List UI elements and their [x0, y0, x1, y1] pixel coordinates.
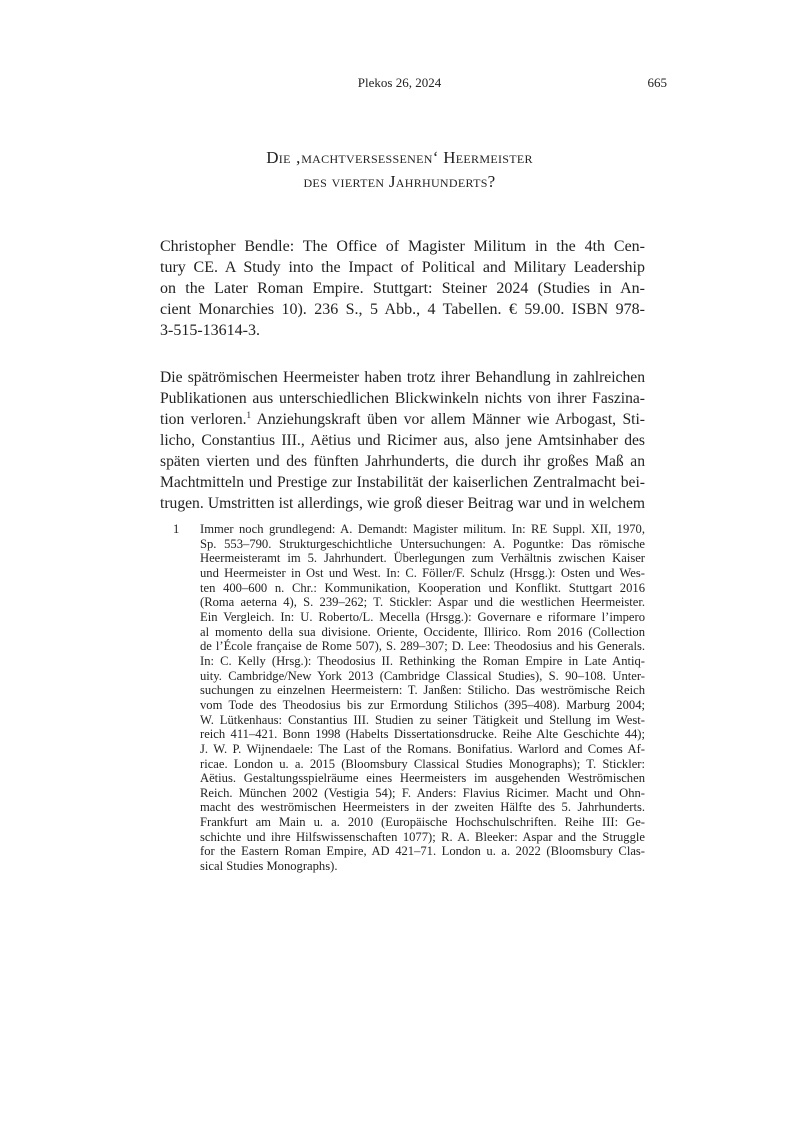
- reference-line: Christopher Bendle: The Office of Magister Militum in the 4th Cen-: [160, 238, 645, 255]
- footnote-line: sical Studies Monographs).: [200, 859, 338, 874]
- footnote-line: J. W. P. Wijnendaele: The Last of the Romans. Bonifatius. Warlord and Comes Af-: [200, 741, 645, 756]
- body-line: [160, 409, 645, 430]
- footnote-line: uity. Cambridge/New York 2013 (Cambridge Classical Studies), S. 90–108. Unter-: [200, 668, 645, 683]
- body-paragraph: [160, 367, 645, 514]
- footnote-line: Ein Vergleich. In: U. Roberto/L. Mecella (Hrsgg.): Governare e riformare l’impero: [200, 609, 645, 624]
- footnote-line: W. Lütkenhaus: Constantius III. Studien zu seiner Tätigkeit und Stellung im West-: [200, 712, 645, 727]
- title-line: des vierten Jahrhunderts?: [303, 172, 496, 191]
- footnote-line: Reich. München 2002 (Vestigia 54); F. Anders: Flavius Ricimer. Macht und Ohn-: [200, 785, 645, 800]
- footnote-line: macht des weströmischen Heermeisters in der zweiten Hälfte des 5. Jahrhunderts.: [200, 800, 645, 815]
- footnote-marker[interactable]: 1: [246, 409, 252, 420]
- footnote-line: de l’École française de Rome 507), S. 289–307; D. Lee: Theodosius and his Generals.: [200, 639, 645, 654]
- page-number: 665: [647, 75, 667, 90]
- body-line: Machtmitteln und Prestige zur Instabilität der kaiserlichen Zentralmacht bei-: [160, 474, 645, 491]
- body-line: licho, Constantius III., Aëtius und Ricimer aus, also jene Amtsinhaber des: [160, 432, 645, 449]
- footnote-line: In: C. Kelly (Hrsg.): Theodosius II. Rethinking the Roman Empire in Late Antiq-: [200, 653, 645, 668]
- body-text: Anziehungskraft üben vor allem Männer wie Arbogast, Sti-: [251, 411, 646, 428]
- footnote-line: Frankfurt am Main u. a. 2010 (Europäische Hochschulschriften. Reihe III: Ge-: [200, 815, 645, 830]
- footnote-line: al momento della sua divisione. Oriente, Occidente, Illirico. Rom 2016 (Collection: [200, 624, 645, 639]
- body-line: späten vierten und des fünften Jahrhunderts, die durch ihr großes Maß an: [160, 453, 645, 470]
- footnote-number: 1: [173, 522, 180, 536]
- footnote-line: Heermeisteramt im 5. Jahrhundert. Überlegungen zum Verhältnis zwischen Kaiser: [200, 551, 645, 566]
- footnote-line: ricae. London u. a. 2015 (Bloomsbury Classical Studies Monographs); T. Stickler:: [200, 756, 645, 771]
- reference-line: on the Later Roman Empire. Stuttgart: Steiner 2024 (Studies in An-: [160, 280, 645, 297]
- body-text: tion verloren.: [160, 411, 247, 428]
- footnote-line: for the Eastern Roman Empire, AD 421–71. London u. a. 2022 (Bloomsbury Clas-: [200, 844, 645, 859]
- reference-line: tury CE. A Study into the Impact of Political and Military Leadership: [160, 259, 645, 276]
- body-line: Publikationen aus unterschiedlichen Blickwinkeln nichts von ihrer Faszina-: [160, 390, 645, 407]
- footnote-line: schichte und ihre Hilfswissenschaften 1077); R. A. Bleeker: Aspar and the Struggle: [200, 829, 645, 844]
- footnote-line: suchungen zu einzelnen Heermeistern: T. Janßen: Stilicho. Das weströmische Reich: [200, 683, 645, 698]
- body-line: Die spätrömischen Heermeister haben trotz ihrer Behandlung in zahlreichen: [160, 369, 645, 386]
- body-line: trugen. Umstritten ist allerdings, wie groß dieser Beitrag war und in welchem: [160, 495, 645, 512]
- footnote-line: reich 411–421. Bonn 1998 (Habelts Dissertationsdrucke. Reihe Alte Geschichte 44);: [200, 727, 645, 742]
- footnote-line: Aëtius. Gestaltungsspielräume eines Heermeisters im ausgehenden Weströmischen: [200, 771, 645, 786]
- footnote-line: und Heermeister in Ost und West. In: C. Föller/F. Schulz (Hrsgg.): Osten und Wes-: [200, 565, 645, 580]
- reference-line: 3-515-13614-3.: [160, 322, 260, 339]
- footnote-line: vom Tode des Theodosius bis zur Ermordung Stilichos (395–408). Marburg 2004;: [200, 697, 645, 712]
- footnote-line: Sp. 553–790. Strukturgeschichtliche Untersuchungen: A. Poguntke: Das römische: [200, 536, 645, 551]
- article-title: [0, 146, 799, 194]
- footnote-line: (Roma aeterna 4), S. 239–262; T. Stickler: Aspar und die westlichen Heermeister.: [200, 595, 645, 610]
- running-header-journal: Plekos 26, 2024: [357, 75, 442, 90]
- footnote-line: ten 400–600 n. Chr.: Kommunikation, Kooperation und Konflikt. Stuttgart 2016: [200, 580, 645, 595]
- book-reference: [160, 236, 645, 341]
- title-line: Die ‚machtversessenen‘ Heermeister: [266, 148, 533, 167]
- footnote-text: [200, 522, 645, 874]
- reference-line: cient Monarchies 10). 236 S., 5 Abb., 4 Tabellen. € 59.00. ISBN 978-: [160, 301, 645, 318]
- footnote-line: Immer noch grundlegend: A. Demandt: Magister militum. In: RE Suppl. XII, 1970,: [200, 522, 645, 536]
